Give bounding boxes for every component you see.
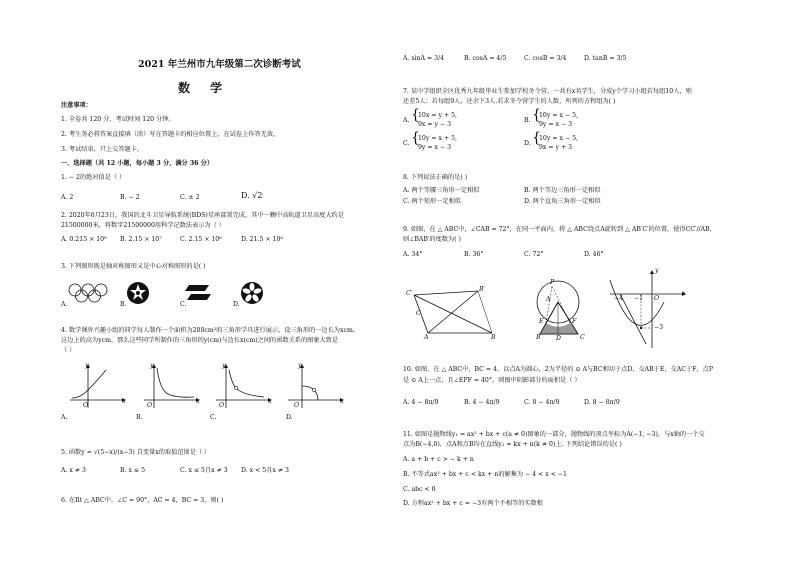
q9-label-b1: B′ <box>479 286 485 293</box>
q1-option-d: D. √2 <box>241 191 263 200</box>
q5-option-c: C. x ≤ 5且x ≠ 3 <box>180 467 228 474</box>
q7-option-b-eq2: 9y = x − 3 <box>539 121 573 128</box>
q3-option-d: D. <box>233 301 240 308</box>
q7-option-a-label: A. <box>403 117 410 124</box>
q1-option-a: A. 2 <box>61 194 74 201</box>
exam-title: 2021 年兰州市九年级第二次诊断考试 <box>138 59 301 70</box>
q11-label-y: y <box>655 267 659 274</box>
q5-stem: 5. 函数y = √(5−x)/(x−3) 自变量x的取值范围是（ ） <box>61 449 211 456</box>
q9-label-c: C <box>416 310 421 317</box>
q11-label-minus1: −1 <box>634 295 644 302</box>
q10-option-b: B. 4 − 4π/9 <box>464 399 500 406</box>
q7-option-c-eq2: 9y = x − 3 <box>418 144 452 151</box>
q7-stem-line1: 7. 某中学组织全区优秀九年级毕业生参加学校冬令营，一共有x名学生，分成y个学习小组若每组10人，则 <box>403 88 692 95</box>
q4-option-d: D. <box>286 414 293 421</box>
section1-heading: 一、选择题（共 12 小题，每小题 3 分，满分 36 分） <box>61 160 214 167</box>
q7-option-b-brace: { <box>532 107 541 123</box>
q4c-origin: O <box>219 402 225 409</box>
q3-option-a: A. <box>61 301 68 308</box>
q3-option-b: B. <box>120 301 127 308</box>
q8-option-d: D. 两个直角三角形一定相似 <box>524 198 601 205</box>
q8-option-b: B. 两个等边三角形一定相似 <box>524 187 601 194</box>
q8-stem: 8. 下列说法正确的是( ) <box>403 174 468 181</box>
q4-option-a: A. <box>61 414 68 421</box>
note-3: 3. 考试结束，只上交答题卡。 <box>61 146 144 153</box>
q11-option-b: B. 不等式ax² + bx + c < kx + n的解集为 − 4 < x < −1 <box>403 471 567 478</box>
q10-label-d: D <box>556 335 561 342</box>
q7-option-c-eq1: 10y = x + 5, <box>418 135 457 142</box>
q2-stem-line2: 21500000米，将数字21500000用科学记数法表示为（ ） <box>61 222 225 229</box>
q10-label-a: A <box>546 296 551 303</box>
q4a-origin: O <box>83 402 89 409</box>
q7-option-c-brace: { <box>411 130 420 146</box>
q10-stem-line2: 是 ⊙ A上一点，且∠EPF = 40°，则图中阴影部分的面积是（ ） <box>403 377 581 384</box>
q6-option-d: D. tanB = 3/5 <box>584 55 627 62</box>
flower-pattern-figure <box>240 281 264 305</box>
q10-label-c: C <box>580 334 585 341</box>
q8-option-a: A. 两个等腰三角形一定相似 <box>403 187 480 194</box>
q10-label-e: E <box>539 318 544 325</box>
q6-option-b: B. cosA = 4/5 <box>464 55 507 62</box>
q11-label-minus4: −4 <box>614 295 624 302</box>
q11-option-a: A. a + b + c > − k + n <box>403 456 474 463</box>
q10-label-f: F <box>572 318 577 325</box>
q4b-axis-x: x <box>196 398 200 405</box>
q4b-axis-y: y <box>150 362 154 369</box>
q7-option-d-eq1: 10y = x − 5, <box>539 135 578 142</box>
q9-option-a: A. 34° <box>403 251 423 258</box>
q4b-origin: O <box>147 402 153 409</box>
olympic-rings-figure <box>66 282 116 304</box>
q1-stem: 1. − 2的绝对值是（ ） <box>61 174 126 181</box>
q4a-axis-x: x <box>122 398 126 405</box>
q9-option-d: D. 46° <box>584 251 604 258</box>
q9-label-b: B <box>491 334 496 341</box>
q3-option-c: C. <box>180 301 187 308</box>
q6-stem: 6. 在Rt △ ABC中，∠C = 90°，AC = 4，BC = 3，则( ) <box>61 497 224 504</box>
q7-option-b-eq1: 10y = x − 5, <box>539 112 578 119</box>
parallelogram-logo-figure <box>185 282 211 304</box>
q1-option-b: B. − 2 <box>120 194 140 201</box>
q4d-axis-x: x <box>340 398 344 405</box>
q5-option-d: D. x < 5且x ≠ 3 <box>241 467 289 474</box>
q6-option-a: A. sinA = 3/4 <box>403 55 445 62</box>
q9-stem-line2: 则∠BAB′的度数为( ) <box>403 236 461 243</box>
q7-option-c-label: C. <box>403 140 410 147</box>
q11-parabola-figure <box>606 270 686 350</box>
q7-stem-line2: 还差5人；若每组9人，还余下3人.若求冬令营学生的人数，所列的方程组为( ) <box>403 98 616 105</box>
q11-option-c: C. abc < 0 <box>403 486 436 493</box>
q4-graph-d <box>284 364 344 412</box>
notes-heading: 注意事项： <box>61 102 92 109</box>
q8-option-c: C. 两个矩形一定相似 <box>403 198 461 205</box>
q9-option-b: B. 36° <box>464 251 484 258</box>
q4d-axis-y: y <box>298 362 302 369</box>
q7-option-d-label: D. <box>524 140 531 147</box>
q10-option-d: D. 8 − 8π/9 <box>584 399 620 406</box>
note-2: 2. 考生务必将答案直接填（涂）写在答题卡的相应位置上，在试卷上作答无效。 <box>61 131 280 138</box>
q9-option-c: C. 72° <box>524 251 544 258</box>
q3-stem: 3. 下列图形既是轴对称图形又是中心对称图形的是( ) <box>61 263 206 270</box>
q2-option-a: A. 0.215 × 10⁸ <box>61 236 107 243</box>
q2-option-c: C. 2.15 × 10⁶ <box>180 236 222 243</box>
q11-stem-line2: 点为B(−4,0)，点A和点B均在直线y₂ = kx + n(k ≠ 0)上. 下列结论错误的是( ) <box>403 441 622 448</box>
q9-stem-line1: 9. 如图，在 △ ABC中，∠CAB = 72°，在同一平面内，将 △ ABC绕点A旋转到 △ AB′C′的位置，使得CC′//AB， <box>403 226 716 233</box>
q7-option-d-eq2: 9x = y + 3 <box>539 144 573 151</box>
q4-graph-a <box>66 364 126 412</box>
subject-title: 数 学 <box>178 81 231 95</box>
q5-option-b: B. x ≤ 5 <box>120 467 146 474</box>
q4-stem-line3: （ ） <box>61 347 76 354</box>
q11-label-x: x <box>682 290 686 297</box>
note-1: 1. 全卷共 120 分，考试时间 120 分钟。 <box>61 116 175 123</box>
q7-option-a-brace: { <box>411 107 420 123</box>
q10-option-c: C. 8 − 4π/9 <box>524 399 560 406</box>
q4c-axis-x: x <box>268 398 272 405</box>
q2-option-d: D. 21.5 × 10⁶ <box>241 236 283 243</box>
q11-label-o: O <box>654 295 660 302</box>
q7-option-b-label: B. <box>524 117 531 124</box>
q10-circle-figure <box>528 272 594 342</box>
q4c-axis-y: y <box>222 362 226 369</box>
q4-option-b: B. <box>136 414 143 421</box>
q11-option-d: D. 方程ax² + bx + c = −3有两个不相等的实数根 <box>403 500 543 507</box>
q6-option-c: C. cosB = 3/4 <box>524 55 567 62</box>
q4-stem-line1: 4. 数学课外兴趣小组的同学每人制作一个面积为200cm²的三角形学具进行展示，设三角形的一边长为xcm， <box>61 327 360 334</box>
q4-option-c: C. <box>210 414 217 421</box>
q2-stem-line1: 2. 2020年6月23日，我国的北斗卫星导航系统(BDS)星座部署完成，其中一颗中高轨道卫星高度大约是 <box>61 212 344 219</box>
q11-label-minus3: −3 <box>654 324 664 331</box>
q7-option-a-eq2: 9x = y − 3 <box>418 121 452 128</box>
q11-stem-line1: 11. 如图是抛物线y₁ = ax² + bx + c(a ≠ 0)图象的一部分，抛物线的顶点坐标为A(−1, −3)，与x轴的一个交 <box>403 431 705 438</box>
q9-label-c1: C′ <box>406 290 413 297</box>
q4-stem-line2: 这边上的高为ycm，那么这些同学所制作的三角形的y(cm)与边长x(cm)之间的函数关系的图象大致是 <box>61 337 339 344</box>
q10-option-a: A. 4 − 8π/9 <box>403 399 439 406</box>
q7-option-a-eq1: 10x = y + 5, <box>418 112 457 119</box>
q9-label-a: A <box>424 334 429 341</box>
q1-option-c: C. ± 2 <box>180 194 200 201</box>
q5-option-a: A. x ≠ 3 <box>61 467 86 474</box>
q4d-origin: O <box>294 402 300 409</box>
q10-stem-line1: 10. 如图，在 △ ABC中，BC = 4，以点A为圆心，2为半径的 ⊙ A与BC相切于点D，交AB于E，交AC于F，点P <box>403 366 713 373</box>
q10-label-b: B <box>536 334 541 341</box>
q7-option-d-brace: { <box>532 130 541 146</box>
q2-option-b: B. 2.15 × 10⁷ <box>120 236 162 243</box>
q10-label-p: P <box>550 279 555 286</box>
q4a-axis-y: y <box>85 362 89 369</box>
hexagram-pattern-figure <box>126 281 150 305</box>
